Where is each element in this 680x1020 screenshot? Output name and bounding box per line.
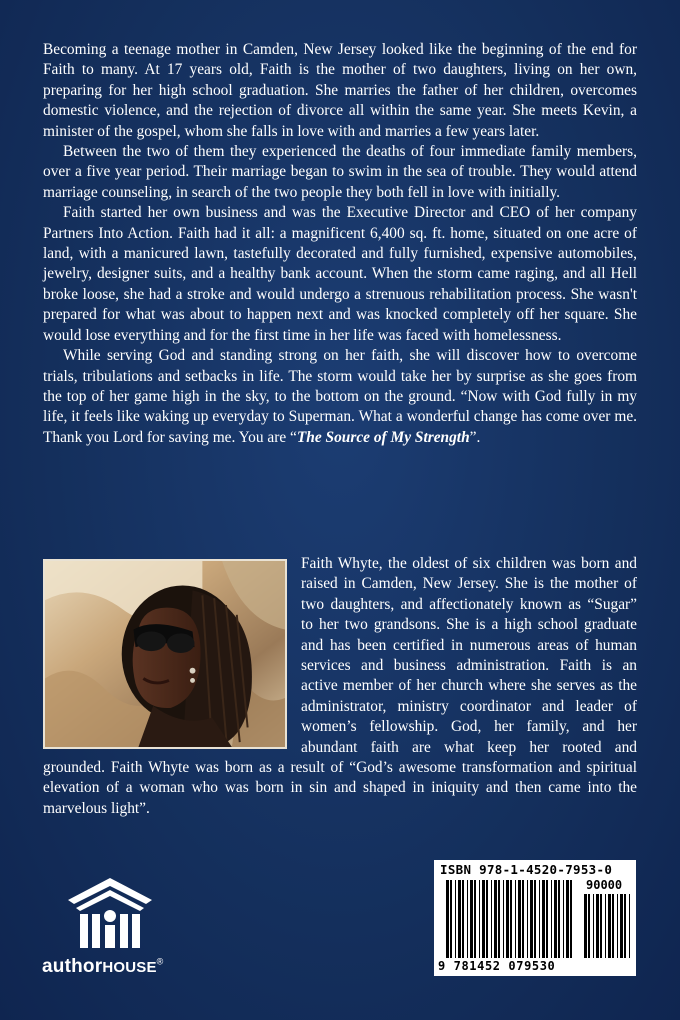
book-title: The Source of My Strength bbox=[296, 428, 470, 446]
back-cover-blurb bbox=[43, 40, 637, 448]
blurb-paragraph-4-text: While serving God and standing strong on her faith, she will discover how to overcome trials, tribulations and setbacks in life. The storm would take her by surprise as she goes from the top of her game high in the sky, to the bottom on the ground. “Now with God fully in my life, it feels like waking up everyday to Superman. What a wonderful change has come over me. Thank you Lord for saving me. You are “ bbox=[43, 347, 637, 446]
barcode-bar bbox=[455, 880, 456, 958]
barcode-bar bbox=[458, 880, 461, 958]
blurb-paragraph-2: Between the two of them they experienced the deaths of four immediate family members, over a five year period. Their marriage began to swim in the sea of trouble. They would attend marriage counseling, in search of the two people they both fell in love with initially. bbox=[43, 143, 637, 201]
barcode-bar bbox=[620, 894, 623, 958]
barcode-bar bbox=[563, 880, 564, 958]
blurb-paragraph-1: Becoming a teenage mother in Camden, New Jersey looked like the beginning of the end for Faith to many. At 17 years old, Faith is the mother of two daughters, living on her own, preparing for her high school graduation. She marries the father of her children, overcomes domestic violence, and the rejection of divorce all within the same year. She meets Kevin, a minister of the gospel, whom she falls in love with and marries a few years later. bbox=[43, 41, 637, 140]
barcode-bar bbox=[551, 880, 552, 958]
barcode-bar bbox=[467, 880, 468, 958]
barcode-bar bbox=[462, 880, 464, 958]
barcode-bar bbox=[546, 880, 548, 958]
barcode-bar bbox=[486, 880, 488, 958]
barcode-bar bbox=[617, 894, 618, 958]
barcode-bar bbox=[593, 894, 594, 958]
publisher-name-part2: HOUSE bbox=[102, 959, 157, 976]
isbn-label: ISBN 978-1-4520-7953-0 bbox=[440, 862, 613, 877]
barcode-bar bbox=[558, 880, 560, 958]
barcode-bar bbox=[515, 880, 516, 958]
author-bio-text: Faith Whyte, the oldest of six children was born and raised in Camden, New Jersey. She is the mother of two daughters, and affectionately known as “Sugar” to her two grandsons. She is a high school graduate and has been certified in numerous areas of human services and business administration. Faith is an active member of her church where she serves as the administrator, ministry coordinator and leader of women’s fellowship. God, her family, and her abundant faith are what keep her rooted and grounded. Faith Whyte was born as a result of “God’s awesome transformation and spiritual elevation of a woman who was born in sin and shaped in iniquity and then came into the marvelous light”. bbox=[43, 555, 637, 817]
barcode-bar bbox=[608, 894, 611, 958]
barcode-bar bbox=[534, 880, 536, 958]
blurb-paragraph-4 bbox=[43, 346, 637, 448]
barcode-bar bbox=[470, 880, 473, 958]
blurb-paragraph-4-end: ”. bbox=[469, 428, 481, 446]
barcode-bar bbox=[539, 880, 540, 958]
barcode-bar bbox=[506, 880, 509, 958]
barcode-bar bbox=[570, 880, 572, 958]
barcode-bar bbox=[503, 880, 504, 958]
barcode-bar bbox=[584, 894, 587, 958]
barcode-bar bbox=[600, 894, 602, 958]
barcode-bar bbox=[494, 880, 497, 958]
barcode-bar bbox=[518, 880, 521, 958]
barcode-bar bbox=[527, 880, 528, 958]
barcode-bar bbox=[629, 894, 630, 958]
barcode-bar bbox=[510, 880, 512, 958]
barcode-bar bbox=[605, 894, 606, 958]
barcode-bar bbox=[542, 880, 545, 958]
barcode-bar bbox=[554, 880, 557, 958]
barcode-bar bbox=[624, 894, 626, 958]
isbn-barcode bbox=[434, 860, 636, 976]
price-code: 90000 bbox=[586, 878, 623, 892]
barcode-bar bbox=[588, 894, 590, 958]
blurb-paragraph-3: Faith started her own business and was the Executive Director and CEO of her company Partners Into Action. Faith had it all: a magnificent 6,400 sq. ft. home, situated on one acre of land, with a manicured lawn, tastefully decorated and fully furnished, expensive automobiles, jewelry, designer suits, and a healthy bank account. When the storm came raging, and all Hell broke loose, she had a stroke and would undergo a strenuous rehabilitation process. She wasn't prepared for what was about to happen next and was knocked completely off her square. She would lose everything and for the first time in her life was faced with homelessness. bbox=[43, 204, 637, 344]
barcode-bar bbox=[522, 880, 524, 958]
publisher-name bbox=[42, 956, 164, 978]
barcode-bar bbox=[566, 880, 569, 958]
author-photo bbox=[43, 559, 287, 749]
barcode-bar bbox=[450, 880, 452, 958]
barcode-bar bbox=[596, 894, 599, 958]
barcode-bar bbox=[530, 880, 533, 958]
barcode-bar bbox=[479, 880, 480, 958]
barcode-bar bbox=[491, 880, 492, 958]
author-photo-image bbox=[45, 561, 285, 747]
authorhouse-house-icon bbox=[66, 876, 154, 952]
barcode-bar bbox=[446, 880, 449, 958]
publisher-logo bbox=[40, 876, 200, 986]
registered-mark: ® bbox=[156, 956, 164, 967]
barcode-bar bbox=[498, 880, 500, 958]
barcode-bar bbox=[482, 880, 485, 958]
barcode-bar bbox=[612, 894, 614, 958]
publisher-name-part1: author bbox=[42, 956, 103, 977]
author-bio-section bbox=[43, 554, 637, 819]
ean-digits: 9 781452 079530 bbox=[438, 959, 556, 973]
barcode-bar bbox=[474, 880, 476, 958]
